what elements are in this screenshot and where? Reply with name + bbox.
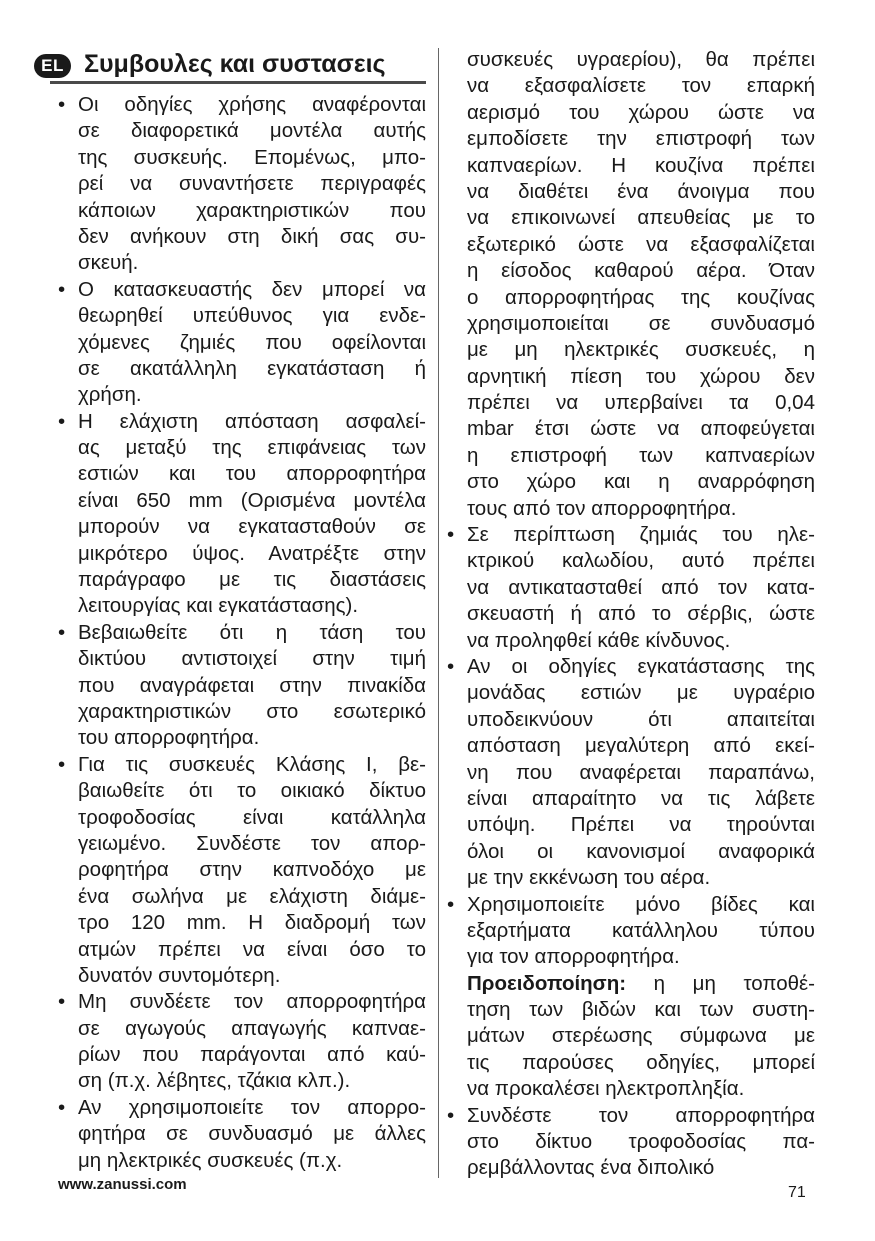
line-text: φητήρα σε συνδυασμό με άλλες (78, 1122, 426, 1146)
text-line (447, 522, 815, 548)
text-line (58, 1121, 426, 1147)
text-line (447, 786, 815, 812)
bullet-icon: • (447, 1103, 455, 1127)
line-text: είναι 650 mm (Ορισμένα μοντέλα (78, 488, 426, 512)
line-text: απόσταση μεγαλύτερη από εκεί- (467, 734, 815, 758)
text-line (58, 171, 426, 197)
line-text: Χρησιμοποιείτε μόνο βίδες και (467, 892, 815, 916)
line-text: ας μεταξύ της επιφάνειας των (78, 436, 426, 460)
text-line (447, 364, 815, 390)
text-line (58, 303, 426, 329)
line-text: με την εκκένωση του αέρα. (467, 866, 711, 890)
text-line (58, 989, 426, 1015)
text-line (447, 1023, 815, 1049)
line-text: Αν χρησιμοποιείτε τον απορρο- (78, 1095, 426, 1119)
text-line (58, 937, 426, 963)
text-line (447, 126, 815, 152)
paragraph (447, 1103, 815, 1182)
title-underline (50, 81, 426, 84)
text-line (58, 382, 426, 408)
line-text: γειωμένο. Συνδέστε τον απορ- (78, 831, 426, 855)
text-line (447, 153, 815, 179)
bullet-icon: • (447, 523, 455, 547)
line-text: ο απορροφητήρας της κουζίνας (467, 285, 815, 309)
text-line (447, 416, 815, 442)
text-line (447, 892, 815, 918)
bullet-icon: • (58, 277, 66, 301)
text-line (447, 812, 815, 838)
line-text: να προκαλέσει ηλεκτροπληξία. (467, 1077, 745, 1101)
line-text: τις παρούσες οδηγίες, μπορεί (467, 1050, 815, 1074)
line-text: σε αγωγούς απαγωγής καπναε- (78, 1016, 426, 1040)
bullet-icon: • (58, 752, 66, 776)
text-line (58, 778, 426, 804)
line-text: στο χώρο και η αναρρόφηση (467, 470, 815, 494)
text-line (447, 337, 815, 363)
line-text: νη που αναφέρεται παραπάνω, (467, 760, 815, 784)
text-line (58, 884, 426, 910)
line-text: σε ακατάλληλη εγκατάσταση ή (78, 356, 426, 380)
text-line (447, 1076, 815, 1102)
text-line (58, 198, 426, 224)
line-text: μπορούν να εγκατασταθούν σε (78, 515, 426, 539)
text-line (447, 205, 815, 231)
text-line (58, 646, 426, 672)
line-text: Σε περίπτωση ζημιάς του ηλε- (467, 523, 815, 547)
line-text: τρο 120 mm. Η διαδρομή των (78, 911, 426, 935)
text-line (447, 1103, 815, 1129)
text-line (447, 575, 815, 601)
text-line (58, 910, 426, 936)
column-divider (438, 48, 439, 1178)
text-line (58, 541, 426, 567)
text-line (447, 654, 815, 680)
page-title: Συμβουλες και συστασεις (84, 50, 386, 78)
text-line (58, 118, 426, 144)
line-text: εξωτερικό ώστε να εξασφαλίζεται (467, 232, 815, 256)
line-text: θεωρηθεί υπεύθυνος για ενδε- (78, 304, 426, 328)
line-text: η είσοδος καθαρού αέρα. Όταν (467, 259, 815, 283)
line-text: Μη συνδέετε τον απορροφητήρα (78, 990, 426, 1014)
line-text: σκευή. (78, 251, 139, 275)
line-text: τηση των βιδών και των συστη- (467, 998, 815, 1022)
line-text: ση (π.χ. λέβητες, τζάκια κλπ.). (78, 1069, 351, 1093)
line-text: να διαθέτει ένα άνοιγμα που (467, 179, 815, 203)
text-line (447, 1129, 815, 1155)
text-line (447, 1155, 815, 1181)
paragraph (447, 47, 815, 522)
line-text: χρήση. (78, 383, 142, 407)
line-text: Για τις συσκευές Κλάσης I, βε- (78, 752, 426, 776)
line-text: μη ηλεκτρικές συσκευές (π.χ. (78, 1148, 343, 1172)
text-line (447, 760, 815, 786)
line-text: όλοι οι κανονισμοί αναφορικά (467, 839, 815, 863)
bullet-icon: • (447, 654, 455, 678)
line-text: να επικοινωνεί απευθείας με το (467, 206, 815, 230)
text-line (58, 831, 426, 857)
line-text: ένα σωλήνα με ελάχιστη διάμε- (78, 884, 426, 908)
text-line (447, 865, 815, 891)
text-line (447, 733, 815, 759)
text-line (58, 567, 426, 593)
line-text: Βεβαιωθείτε ότι η τάση του (78, 620, 426, 644)
line-text: του απορροφητήρα. (78, 726, 260, 750)
language-badge: EL (34, 54, 71, 78)
warning-label: Προειδοποίηση: (467, 971, 627, 995)
text-line (447, 285, 815, 311)
line-text: χόμενες ζημιές που οφείλονται (78, 330, 426, 354)
paragraph (58, 752, 426, 990)
line-text: καπναερίων. Η κουζίνα πρέπει (467, 153, 815, 177)
line-text: Η ελάχιστη απόσταση ασφαλεί- (78, 409, 426, 433)
paragraph (447, 892, 815, 971)
paragraph (447, 522, 815, 654)
line-text: σε διαφορετικά μοντέλα αυτής (78, 119, 426, 143)
text-line (447, 390, 815, 416)
text-line (447, 707, 815, 733)
text-line (447, 100, 815, 126)
text-line (447, 73, 815, 99)
text-line (447, 258, 815, 284)
text-line (58, 752, 426, 778)
paragraph (447, 654, 815, 892)
text-line (58, 1016, 426, 1042)
line-text: λειτουργίας και εγκατάστασης). (78, 594, 359, 618)
line-text: με μη ηλεκτρικές συσκευές, η (467, 338, 815, 362)
line-text: αερισμό του χώρου ώστε να (467, 100, 815, 124)
text-line (447, 232, 815, 258)
text-line (447, 601, 815, 627)
text-line (447, 311, 815, 337)
line-text: παράγραφο με τις διαστάσεις (78, 568, 426, 592)
line-text: τροφοδοσίας είναι κατάλληλα (78, 805, 426, 829)
line-text: μονάδας εστιών με υγραέριο (467, 681, 815, 705)
line-text: συσκευές υγραερίου), θα πρέπει (467, 48, 815, 71)
line-text: δυνατόν συντομότερη. (78, 963, 281, 987)
line-text: ρίων που παράγονται από καύ- (78, 1043, 426, 1067)
text-line (58, 963, 426, 989)
bullet-icon: • (447, 892, 455, 916)
text-line (58, 277, 426, 303)
line-text: τους από τον απορροφητήρα. (467, 496, 737, 520)
text-line (447, 918, 815, 944)
text-line (58, 620, 426, 646)
bullet-icon: • (58, 990, 66, 1014)
text-line (58, 435, 426, 461)
line-text: ατμών πρέπει να είναι όσο το (78, 937, 426, 961)
text-line (58, 461, 426, 487)
line-text: η επιστροφή των καπναερίων (467, 443, 815, 467)
bullet-icon: • (58, 93, 66, 116)
text-line (58, 805, 426, 831)
line-text: κάποιων χαρακτηριστικών που (78, 198, 426, 222)
line-text: για τον απορροφητήρα. (467, 945, 680, 969)
text-line (58, 250, 426, 276)
bullet-icon: • (58, 409, 66, 433)
line-text: εξαρτήματα κατάλληλου τύπου (467, 918, 815, 942)
footer-website: www.zanussi.com (58, 1176, 187, 1193)
text-line (58, 725, 426, 751)
text-line (58, 488, 426, 514)
text-line (58, 224, 426, 250)
line-text: αρνητική πίεση του χώρου δεν (467, 364, 815, 388)
text-line (447, 997, 815, 1023)
line-text: της συσκευής. Επομένως, μπο- (78, 145, 426, 169)
line-text: κτρικού καλωδίου, αυτό πρέπει (467, 549, 815, 573)
text-line (447, 839, 815, 865)
text-line (58, 1068, 426, 1094)
bullet-icon: • (58, 1095, 66, 1119)
paragraph (58, 620, 426, 752)
text-line (58, 356, 426, 382)
text-line (447, 680, 815, 706)
text-line (447, 496, 815, 522)
text-line (447, 1050, 815, 1076)
text-line (58, 1148, 426, 1174)
line-text: να εξασφαλίσετε τον επαρκή (467, 74, 815, 98)
paragraph (447, 971, 815, 1103)
line-text: πρέπει να υπερβαίνει τα 0,04 (467, 391, 815, 415)
text-line (447, 548, 815, 574)
line-text: δικτύου αντιστοιχεί στην τιμή (78, 647, 426, 671)
left-column (58, 92, 426, 1174)
text-line (447, 628, 815, 654)
text-line (58, 409, 426, 435)
line-text: Συνδέστε τον απορροφητήρα (467, 1103, 815, 1127)
line-text: χρησιμοποιείται σε συνδυασμό (467, 311, 815, 335)
paragraph (58, 92, 426, 277)
text-line (447, 469, 815, 495)
text-line (447, 47, 815, 73)
page-number: 71 (788, 1184, 806, 1201)
paragraph (58, 989, 426, 1095)
right-column (447, 47, 815, 1182)
line-text: μάτων στερέωσης σύμφωνα με (467, 1024, 815, 1048)
text-line (58, 1042, 426, 1068)
text-line (58, 1095, 426, 1121)
paragraph (58, 277, 426, 409)
text-line (58, 857, 426, 883)
line-text: ρεί να συναντήσετε περιγραφές (78, 172, 426, 196)
text-line (447, 944, 815, 970)
line-text: στο δίκτυο τροφοδοσίας πα- (467, 1130, 815, 1154)
line-text: Ο κατασκευαστής δεν μπορεί να (78, 277, 426, 301)
line-text: ρεμβάλλοντας ένα διπολικό (467, 1156, 715, 1180)
line-text: εστιών και του απορροφητήρα (78, 462, 426, 486)
paragraph (58, 409, 426, 620)
line-text: χαρακτηριστικών στο εσωτερικό (78, 699, 426, 723)
line-text: Οι οδηγίες χρήσης αναφέρονται (78, 93, 426, 116)
line-text: mbar έτσι ώστε να αποφεύγεται (467, 417, 815, 441)
text-line (58, 673, 426, 699)
line-text: είναι απαραίτητο να τις λάβετε (467, 786, 815, 810)
line-text: μικρότερο ύψος. Ανατρέξτε στην (78, 541, 426, 565)
text-line (58, 593, 426, 619)
text-line (447, 971, 815, 997)
line-text: η μη τοποθέ- (626, 971, 815, 995)
line-text: σκευαστή ή από το σέρβις, ώστε (467, 602, 815, 626)
text-line (447, 179, 815, 205)
line-text: δεν ανήκουν στη δική σας συ- (78, 224, 426, 248)
text-line (58, 699, 426, 725)
line-text: να αντικατασταθεί από τον κατα- (467, 575, 815, 599)
line-text: βαιωθείτε ότι το οικιακό δίκτυο (78, 779, 426, 803)
line-text: να προληφθεί κάθε κίνδυνος. (467, 628, 731, 652)
line-text: που αναγράφεται στην πινακίδα (78, 673, 426, 697)
text-line (58, 92, 426, 118)
paragraph (58, 1095, 426, 1174)
text-line (58, 514, 426, 540)
line-text: ροφητήρα στην καπνοδόχο με (78, 858, 426, 882)
text-line (58, 330, 426, 356)
line-text: εμποδίσετε την επιστροφή των (467, 127, 815, 151)
line-text: Αν οι οδηγίες εγκατάστασης της (467, 654, 815, 678)
bullet-icon: • (58, 620, 66, 644)
line-text: υπόψη. Πρέπει να τηρούνται (467, 813, 815, 837)
line-text: υποδεικνύουν ότι απαιτείται (467, 707, 815, 731)
text-line (58, 145, 426, 171)
section-header (34, 47, 424, 83)
text-line (447, 443, 815, 469)
